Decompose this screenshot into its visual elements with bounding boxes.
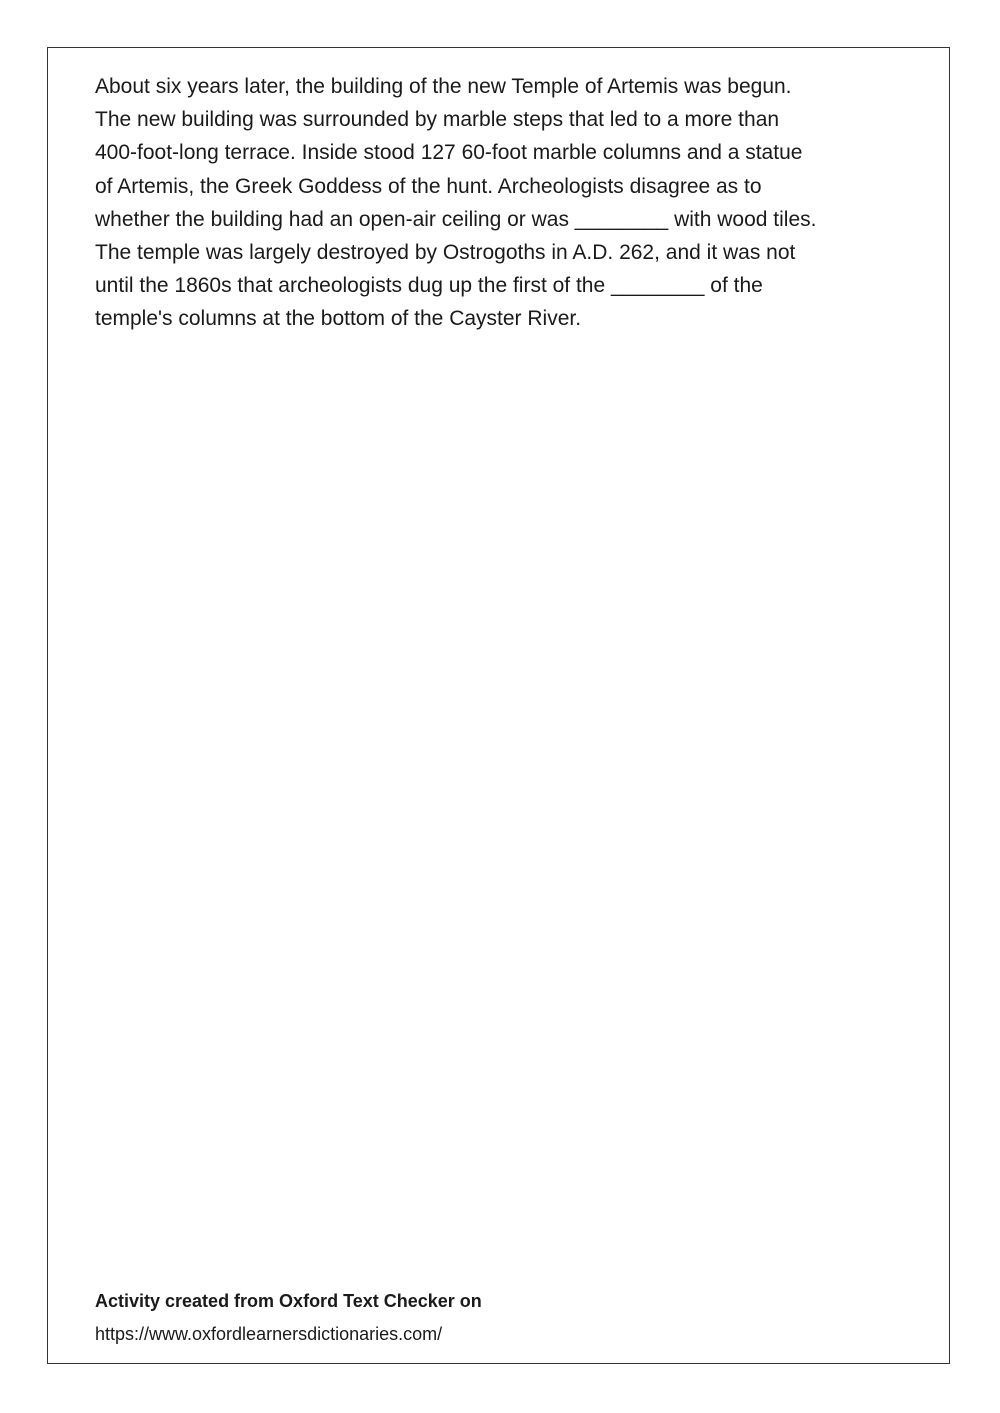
- passage-line-with-blank: until the 1860s that archeologists dug up the first of the ________ of the: [95, 274, 763, 298]
- passage-line: of Artemis, the Greek Goddess of the hunt. Archeologists disagree as to: [95, 174, 762, 198]
- passage-line: About six years later, the building of the new Temple of Artemis was begun.: [95, 75, 792, 98]
- passage-line: 400-foot-long terrace. Inside stood 127 60-foot marble columns and a statue: [95, 141, 803, 165]
- passage-line-with-blank: whether the building had an open-air ceiling or was ________ with wood tiles.: [95, 207, 817, 231]
- passage-line: The new building was surrounded by marble steps that led to a more than: [95, 108, 780, 132]
- footer-credit: Activity created from Oxford Text Checker on: [95, 1291, 482, 1311]
- passage-line: temple's columns at the bottom of the Cayster River.: [95, 307, 582, 331]
- passage-line: The temple was largely destroyed by Ostrogoths in A.D. 262, and it was not: [95, 241, 796, 265]
- reading-passage: [95, 70, 925, 336]
- footer-url-link[interactable]: https://www.oxfordlearnersdictionaries.com/: [95, 1324, 443, 1344]
